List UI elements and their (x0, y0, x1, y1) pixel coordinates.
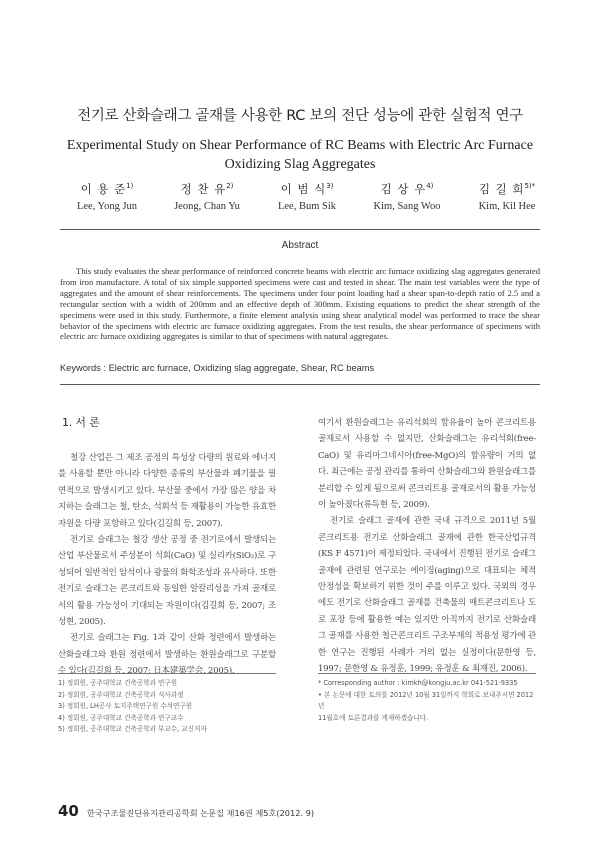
footnote: 1) 정회원, 공주대학교 건축공학과 연구원 (58, 679, 178, 687)
author-list (62, 181, 552, 212)
footnote: 2) 정회원, 공주대학교 건축공학과 석사과정 (58, 690, 184, 699)
footnote: 4) 정회원, 공주대학교 건축공학과 연구교수 (58, 713, 184, 722)
body-column-right (318, 415, 536, 678)
body-column-left (58, 415, 276, 680)
footnote-divider (58, 673, 276, 674)
author-name-en: Kim, Kil Hee (478, 201, 536, 212)
keywords-label: Keywords : (60, 363, 106, 373)
keywords-text: Electric arc furnace, Oxidizing slag aggregate, Shear, RC beams (108, 363, 375, 373)
divider (60, 229, 540, 230)
body-paragraph: 전기로 슬래그는 Fig. 1과 같이 산화 정련에서 발생하는 산화슬래그와 환원 정련에서 발생하는 환원슬래그로 구분할 수 있다(김길희 등, 2007; 日本建築学会, 2005). (58, 633, 276, 677)
title-en-line1: Experimental Study on Shear Performance of RC Beams with Electric Arc Furnace (66, 138, 534, 153)
author-affil-mark: 3) (326, 182, 334, 191)
page-number: 40 (58, 802, 79, 820)
body-paragraph: 여기서 환원슬래그는 유리석회의 함유율이 높아 콘크리트용 골재로서 사용할 수 없지만, 산화슬래그는 유리석회(free-CaO) 및 유리마그네시아(free-MgO)의 함유량이 거의 없다. 최근에는 공정 관리를 통하여 산화슬래그와 환원슬래그를 분리할 수 있게 됨으로써 콘크리트용 골재로서의 활용 가능성이 높아졌다(류득현 등, 2009). (318, 418, 536, 511)
footnote-divider (318, 673, 536, 674)
footnotes-notes (318, 678, 536, 724)
author (162, 181, 252, 212)
abstract-heading: Abstract (281, 240, 319, 251)
author (462, 181, 552, 212)
author-affil-mark: 1) (126, 182, 134, 191)
author (62, 181, 152, 212)
body-paragraph: 전기로 슬래그는 철강 생산 공정 중 전기로에서 발생되는 산업 부산물로서 주성분이 석회(CaO) 및 실리카(SiO₂)로 구성되어 일반적인 암석이나 광물의 화학조성과 유사하다. 또한 전기로 슬래그는 콘크리트와 동일한 알칼리성을 가져 골재로서의 활용 가능성이 기대되는 자원이다(김길희 등, 2007; 조성현, 2005). (58, 535, 276, 628)
author-affil-mark: 5)* (524, 182, 536, 191)
author-name-ko: 정 찬 유 (180, 182, 227, 196)
footnote: 5) 정회원, 공주대학교 건축공학과 부교수, 교신저자 (58, 725, 207, 734)
footnote: 3) 정회원, LH공사 토지주택연구원 수석연구원 (58, 702, 193, 711)
author (262, 181, 352, 212)
keywords (60, 363, 540, 373)
footnote: • 본 논문에 대한 토의를 2012년 10월 31일까지 학회로 보내주시면 2012년 (318, 690, 534, 711)
author-name-ko: 이 범 식 (280, 182, 327, 196)
body-paragraph: 전기로 슬래그 골재에 관한 국내 규격으로 2011년 5월 콘크리트용 전기로 산화슬래그 골재에 관한 한국산업규격(KS F 4571)이 제정되었다. 국내에서 진행된 전기로 슬래그 골재에 관련된 연구로는 에이징(aging)으로 대표되는 체적 안정성을 확보하기 위한 것이 주를 이루고 있다. 국외의 경우에도 전기로 산화슬래그 골재를 건축물의 매트콘크리트나 도로 포장 등에 활용한 예는 있지만 아직까지 전기로 산화슬래그 골재를 사용한 철근콘크리트 구조부재의 적용성 평가에 관한 연구는 진행된 사례가 거의 없는 실정이다(문한영 등, 1997; 문한영 & 유정훈, 1999; 유정훈 & 최재진, 2006). (318, 516, 536, 675)
author-affil-mark: 4) (426, 182, 434, 191)
author-name-en: Lee, Bum Sik (277, 201, 337, 212)
author-name-en: Jeong, Chan Yu (174, 201, 240, 212)
footnotes-affiliations (58, 678, 276, 736)
author-name-ko: 김 길 희 (478, 182, 525, 196)
author-name-en: Kim, Sang Woo (373, 201, 441, 212)
journal-citation: 한국구조물진단유지관리공학회 논문집 제16권 제5호(2012. 9) (86, 808, 315, 818)
author-name-ko: 김 상 우 (380, 182, 427, 196)
body-paragraph: 철강 산업은 그 제조 공정의 특성상 다량의 원료와 에너지를 사용할 뿐만 아니라 다양한 종류의 부산물과 폐기물을 필연적으로 발생시키고 있다. 부산물 중에서 가장 많은 양을 차지하는 슬래그는 철, 탄소, 석회석 등 재활용이 가능한 유효한 자원을 다량 포함하고 있다(김길희 등, 2007). (58, 453, 276, 529)
title-en-line2: Oxidizing Slag Aggregates (224, 157, 376, 172)
divider (60, 384, 540, 385)
author-name-ko: 이 용 준 (80, 182, 127, 196)
footnote: * Corresponding author : kimkh@kongju.ac.kr 041-521-9335 (318, 679, 518, 687)
author (362, 181, 452, 212)
author-name-en: Lee, Yong Jun (76, 201, 138, 212)
section-heading: 1. 서 론 (62, 416, 100, 429)
page-footer (58, 802, 538, 820)
paper-title-english (60, 136, 540, 174)
paper-title-korean: 전기로 산화슬래그 골재를 사용한 RC 보의 전단 성능에 관한 실험적 연구 (77, 108, 523, 124)
footnote: 11월호에 토론결과를 게재하겠습니다. (318, 713, 429, 722)
author-affil-mark: 2) (226, 182, 234, 191)
abstract-text: This study evaluates the shear performance of reinforced concrete beams with electric arc furnace oxidizing slag aggregates generated from iron manufacture. A total of six simple supported specimens were cast and tested in shear. The main test variables were the type of aggregates and the amount of shear reinforcements. The specimens under four point loading had a shear span-to-depth ratio of 2.5 and a rectangular section with a width of 200mm and an effective depth of 300mm. Existing equations to predict the shear strength of the specimens were used in this study. Furthermore, a finite element analysis using shear analytical model was performed to trace the shear behavior of the specimens with electric arc furnace oxidizing aggregates. From the test results, the shear performance of specimens with electric arc furnace oxidizing aggregates is similar to that of specimens with natural aggregates. (60, 266, 540, 342)
